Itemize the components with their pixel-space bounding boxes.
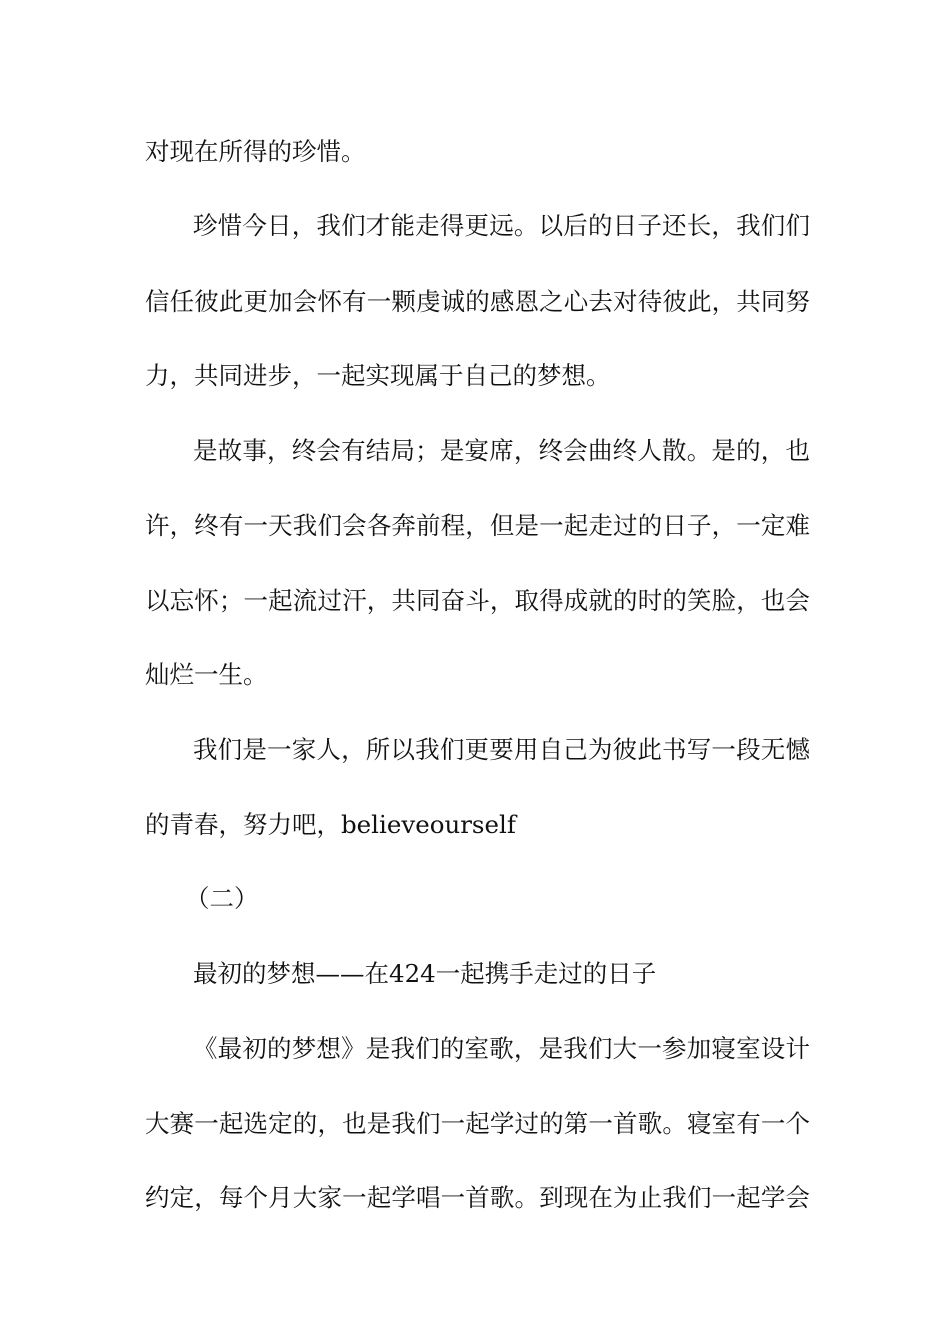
paragraph-line: 珍惜今日，我们才能走得更远。以后的日子还长，我们们 [193,211,810,240]
paragraph-line: 是故事，终会有结局；是宴席，终会曲终人散。是的，也 [193,436,810,465]
section-heading: 最初的梦想——在424一起携手走过的日子 [193,959,657,988]
paragraph-line: 约定，每个月大家一起学唱一首歌。到现在为止我们一起学会 [145,1183,810,1212]
section-number: （二） [185,884,259,913]
paragraph-line: 的青春，努力吧，believeourself [145,810,516,839]
paragraph-line: 对现在所得的珍惜。 [145,137,366,166]
paragraph-line: 信任彼此更加会怀有一颗虔诚的感恩之心去对待彼此，共同努 [145,287,810,316]
paragraph-line: 《最初的梦想》是我们的室歌，是我们大一参加寝室设计 [193,1034,810,1063]
paragraph-line: 大赛一起选定的，也是我们一起学过的第一首歌。寝室有一个 [145,1109,810,1138]
paragraph-line: 许，终有一天我们会各奔前程，但是一起走过的日子，一定难 [145,511,810,540]
paragraph-line: 我们是一家人，所以我们更要用自己为彼此书写一段无憾 [193,735,810,764]
paragraph-line: 力，共同进步，一起实现属于自己的梦想。 [145,361,611,390]
paragraph-line: 灿烂一生。 [145,660,268,689]
paragraph-line: 以忘怀；一起流过汗，共同奋斗，取得成就的时的笑脸，也会 [145,586,810,615]
